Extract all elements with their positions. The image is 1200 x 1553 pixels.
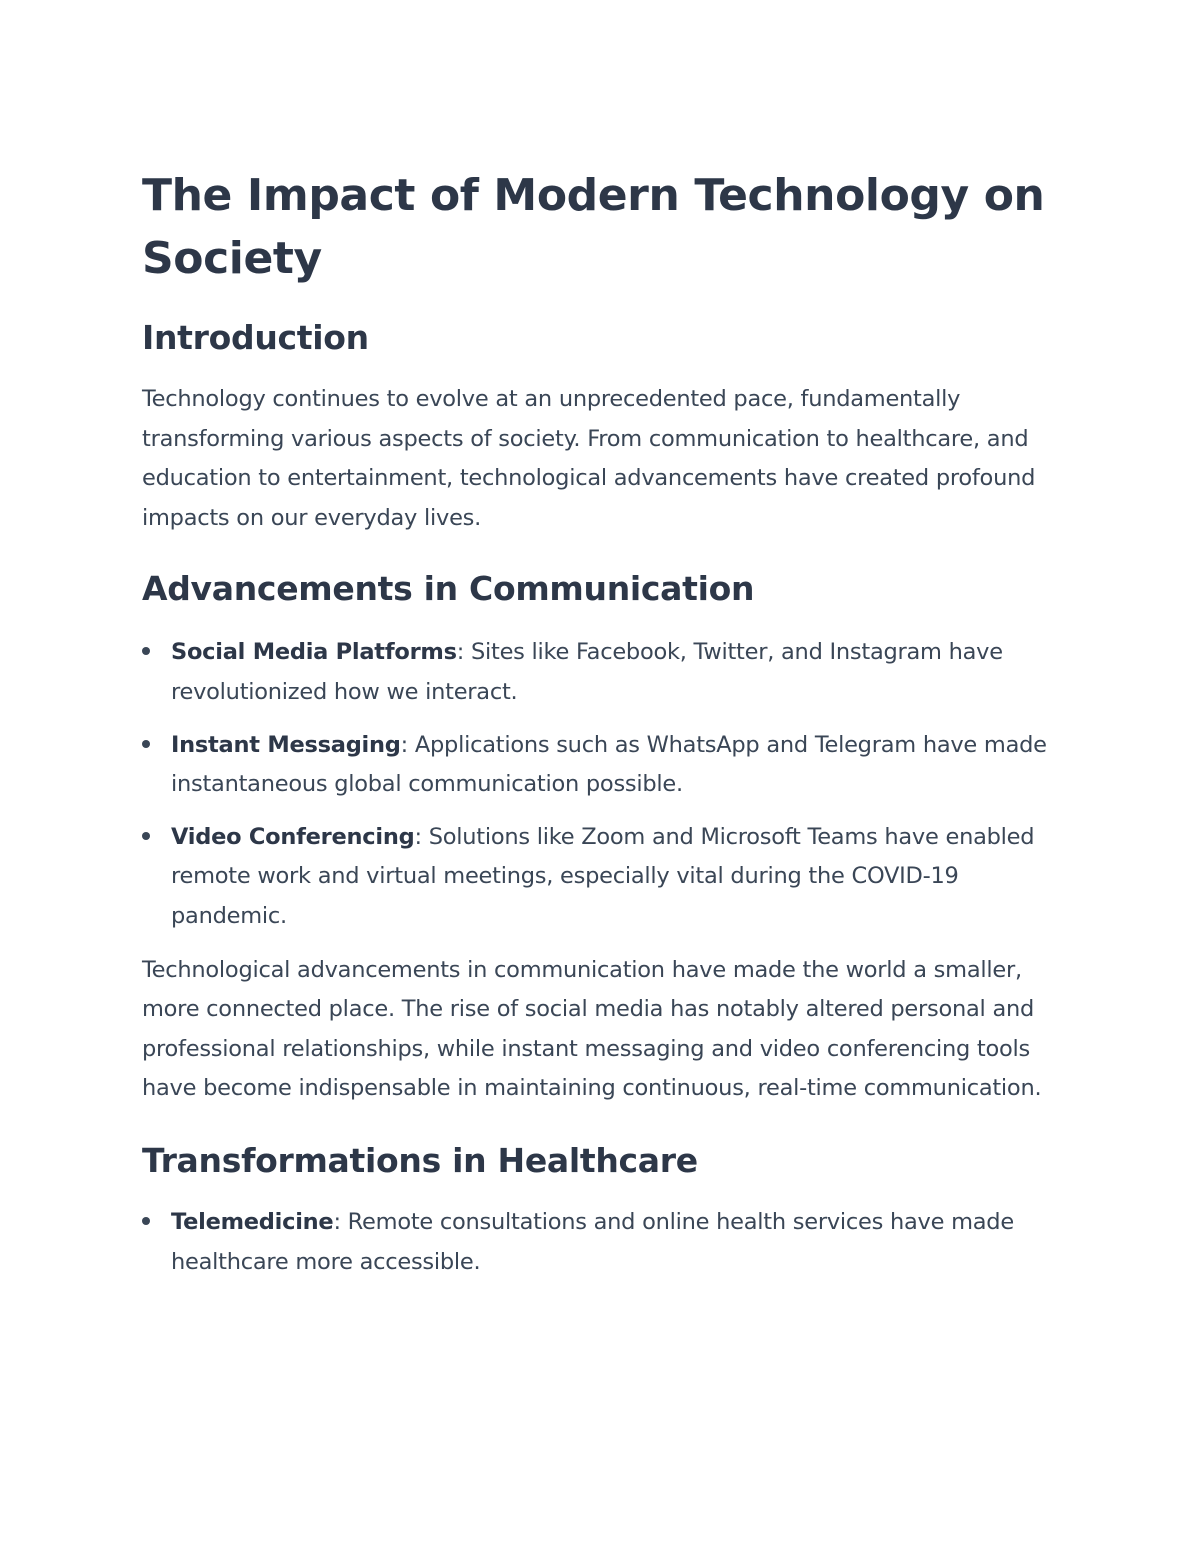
list-item bbox=[142, 726, 1062, 805]
list-item-text: : Solutions like Zoom and Microsoft Teams have enabled remote work and virtual meetings, especially vital during the COVID-19 pandemic. bbox=[171, 823, 1035, 929]
bullet-icon bbox=[142, 832, 150, 840]
list-item bbox=[142, 818, 1062, 937]
document-page bbox=[142, 164, 1062, 1295]
list-item-term: Social Media Platforms bbox=[171, 639, 457, 666]
list-item bbox=[142, 633, 1062, 712]
section-heading-introduction: Introduction bbox=[142, 318, 369, 357]
list-item-text: : Sites like Facebook, Twitter, and Instagram have revolutionized how we interact. bbox=[171, 639, 1003, 705]
healthcare-list bbox=[142, 1203, 1062, 1282]
section-heading-communication: Advancements in Communication bbox=[142, 569, 755, 609]
page-title: The Impact of Modern Technology on Society bbox=[142, 170, 1045, 284]
communication-paragraph: Technological advancements in communication have made the world a smaller, more connected place. The rise of social media has notably altered personal and professional relationships, while instant messaging and video conferencing tools have become indispensable in maintaining continuous, real-time communication. bbox=[142, 956, 1042, 1102]
list-item-text: : Remote consultations and online health services have made healthcare more accessible. bbox=[171, 1208, 1014, 1275]
bullet-icon bbox=[142, 1217, 150, 1225]
communication-list bbox=[142, 633, 1062, 936]
list-item-term: Video Conferencing bbox=[171, 823, 415, 850]
list-item-term: Telemedicine bbox=[171, 1208, 334, 1235]
list-item bbox=[142, 1203, 1062, 1282]
bullet-icon bbox=[142, 740, 150, 748]
list-item-text: : Applications such as WhatsApp and Telegram have made instantaneous global communication possible. bbox=[171, 731, 1047, 798]
bullet-icon bbox=[142, 647, 150, 655]
section-heading-healthcare: Transformations in Healthcare bbox=[142, 1140, 698, 1180]
introduction-paragraph: Technology continues to evolve at an unprecedented pace, fundamentally transforming various aspects of society. From communication to healthcare, and education to entertainment, technological advancements have created profound impacts on our everyday lives. bbox=[142, 386, 1036, 531]
list-item-term: Instant Messaging bbox=[171, 731, 401, 758]
